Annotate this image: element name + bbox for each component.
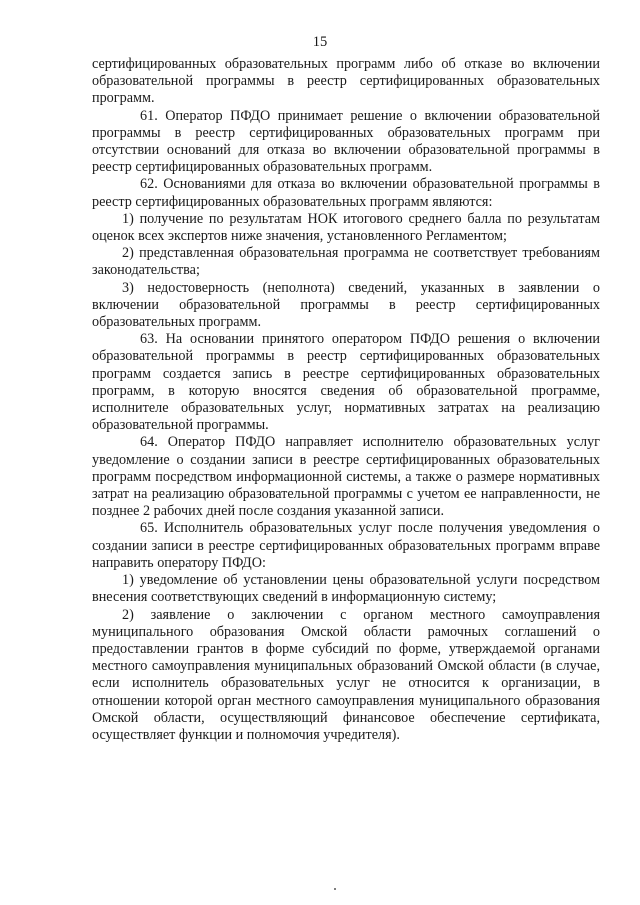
page-number: 15 — [312, 34, 328, 50]
paragraph-62-item-1: 1) получение по результатам НОК итогового среднего балла по результатам оценок всех экспертов ниже значения, установленного Регламентом; — [92, 210, 600, 245]
paragraph-62-item-3: 3) недостоверность (неполнота) сведений, указанных в заявлении о включении образовательной программы в реестр сертифицированных образовательных программ. — [92, 279, 600, 331]
paragraph-62: 62. Основаниями для отказа во включении образовательной программы в реестр сертифицированных образовательных программ являются: — [92, 176, 600, 210]
paragraph-61: 61. Оператор ПФДО принимает решение о включении образовательной программы в реестр сертифицированных образовательных программ при отсутствии оснований для отказа во включении образовательной программы в реестр сертифицированных образовательных программ. — [92, 107, 600, 176]
paragraph-65: 65. Исполнитель образовательных услуг после получения уведомления о создании записи в реестре сертифицированных образовательных программ вправе направить оператору ПФДО: — [92, 520, 600, 571]
paragraph-64: 64. Оператор ПФДО направляет исполнителю образовательных услуг уведомление о создании записи в реестре сертифицированных образовательных программ посредством информационной системы, а также о размере нормативных затрат на реализацию образовательной программы с учетом ее направленности, не позднее 2 рабочих дней после создания указанной записи. — [92, 434, 600, 520]
document-body — [92, 56, 600, 744]
paragraph-continuation: сертифицированных образовательных программ либо об отказе во включении образовательной программы в реестр сертифицированных образовательных программ. — [92, 56, 600, 107]
paragraph-65-item-1: 1) уведомление об установлении цены образовательной услуги посредством внесения соответствующих сведений в информационную систему; — [92, 572, 600, 606]
paragraph-62-item-2: 2) представленная образовательная программа не соответствует требованиям законодательства; — [92, 245, 600, 279]
paragraph-63: 63. На основании принятого оператором ПФДО решения о включении образовательной программы в реестр сертифицированных образовательных программ создается запись в реестре сертифицированных образовательных программ, в которую вносятся сведения об образовательной программе, исполнителе образовательных услуг, нормативных затратах на реализацию образовательной программы. — [92, 331, 600, 434]
scan-speck — [334, 888, 336, 890]
paragraph-65-item-2: 2) заявление о заключении с органом местного самоуправления муниципального образования Омской области рамочных соглашений о предоставлении грантов в форме субсидий по форме, утверждаемой органами местного самоуправления муниципальных образований Омской области (в случае, если исполнитель образовательных услуг не относится к организации, в отношении которой орган местного самоуправления муниципального образования Омской области, осуществляющий финансовое обеспечение сертификата, осуществляет функции и полномочия учредителя). — [92, 606, 600, 743]
